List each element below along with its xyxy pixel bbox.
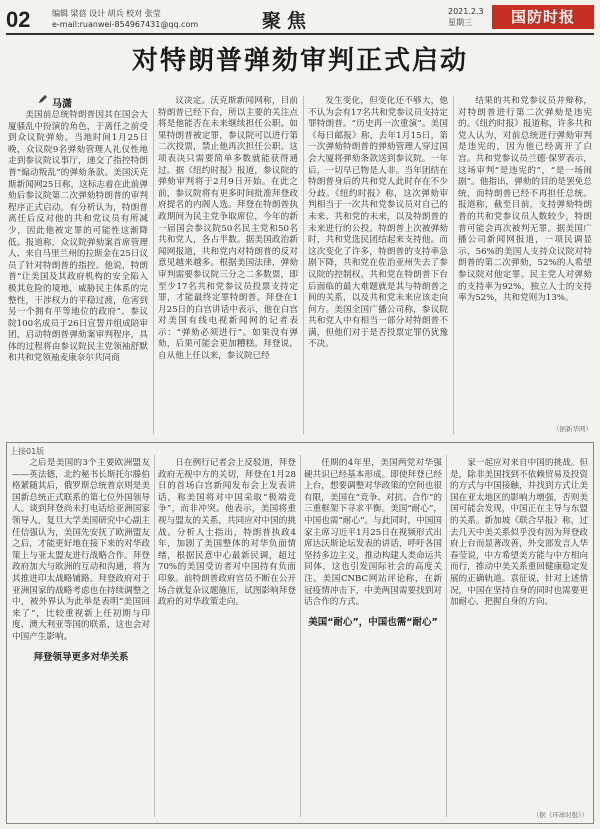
article-text: 议决定。沃克斯新闻网称，目前特朗普已经下台，所以主要的关注点将是他能否在未来继续担任公职。如果特朗普被定罪，参议院可以进行第二次投票，禁止他再次担任公职。这项表决只需要简单多数就能获得通过。据《纽约时报》报道，参议院的弹劾审判将于2月9日开始。在此之前，参议院将有更多时间批准拜登政府提名的内阁人选。拜登在特朗普执政期间为民主党争取席位，今年的新一届国会参议院50名民主党和50名共和党人，各占半数。据美国政治新闻网报道，共和党内对特朗普的反对意见越来越多。根据美国法律，弹劾审判需要参议院三分之二多数票，即至少17名共和党参议员投票支持定罪，才能最终定罪特朗普。拜登在1月25日的白宫讲话中表示，他在白宫对美国有线电视新闻网的记者表示：“弹劾必须进行”。如果没有弹劾，后果可能会更加糟糕。拜登说，自从他上任以来，参议院已经: [158, 96, 298, 362]
subheading: 美国“耐心”，中国也需“耐心”: [308, 616, 438, 628]
column-divider: [154, 455, 155, 817]
author-byline: 马潇: [52, 99, 72, 110]
pen-icon: [38, 94, 48, 104]
article-text: 任期的4年里，美国两党对华强硬共识已经基本形成。即使拜登已经上台，想要调整对华政策的空间也很有限，美国在“竞争、对抗、合作”的三重框架下寻求平衡。美国“耐心”，中国也需“耐心”。与此同时，中国国家主席习近平1月25日在视频形式出席达沃斯论坛发表的讲话，呼吁各国坚持多边主义，推动构建人类命运共同体，这也引发国际社会的高度关注。美国CNBC网站评论称，在新冠疫情冲击下，中美两国需要找到对话合作的方式。: [304, 458, 442, 608]
editor-line: 编辑 梁蓓 设计 胡兵 校对 张莹: [52, 9, 161, 18]
article-text: 之后是美国的3个主要欧洲盟友——英法德，北约秘书长斯托尔滕伯格紧随其后，俄罗斯总统普京则是美国新总统正式联系的第七位外国领导人。谈到拜登尚未打电话给亚洲国家领导人，复旦大学美国研究中心副主任信强认为，美国先安抚了欧洲盟友之后，才能更好地在接下来的对华政策上与亚太盟友进行战略合作。拜登政府加大与欧洲的互动和沟通，将为其推进印太战略铺路。拜登政府对于亚洲国家的战略考虑也在持续调整之中，被外界认为此举是表明“美国回来了”，比较重视新上任初期与印度、澳大利亚等国的联系，这也会对中国产生影响。: [12, 458, 150, 642]
section-title: 聚焦: [262, 10, 313, 32]
column-divider: [446, 455, 447, 817]
weekday-text: 星期三: [448, 18, 472, 27]
article-column-4: [458, 96, 592, 424]
issue-date: [448, 6, 484, 28]
article-column-1: [8, 110, 148, 435]
bottom-credit: （据《环球时报》）: [532, 811, 588, 819]
editor-info: [52, 8, 198, 30]
article-column-2: [158, 96, 298, 435]
date-text: 2021.2.3: [448, 7, 484, 16]
article-column-3: [308, 96, 448, 435]
column-divider: [453, 96, 454, 434]
continued-tag: 上接01版: [10, 447, 45, 456]
page-number: 02: [6, 7, 31, 32]
column-divider: [153, 108, 154, 434]
continued-column-3: [304, 458, 442, 818]
header-rule: [6, 33, 594, 35]
headline: 对特朗普弹劾审判正式启动: [131, 46, 468, 76]
article-text: 家一起应对来自中国的挑战。但是，除非美国找到不依赖贸易及投资的方式与中国接触，并找到方式让美国在亚太地区的影响力增强，否则美国可能会发现，中国正在主导与东盟的关系。新加坡《联合早报》称，过去几天中美关系似乎没有因为拜登政府上台而显著改善，外交部发言人华春莹说，中方希望美方能与中方相向而行，推动中美关系重回健康稳定发展的正确轨道。袁征说，针对上述情况，中国在坚持自身的同时也需要更加耐心，把握自身的方向。: [450, 458, 588, 608]
continued-column-1: [12, 458, 150, 818]
newspaper-logo: 国防时报: [492, 5, 594, 29]
editor-email: e-mail:ruanwei-854967431@qq.com: [52, 20, 199, 29]
column-divider: [300, 455, 301, 817]
top-credit: （据新华网）: [553, 425, 592, 433]
article-text: 日在例行记者会上反驳道，拜登政府无视中方的关切，拜登在1月28日的首场白宫新闻发布会上发表讲话，称美国将对中国采取“极端竞争”，而非冲突。他表示，美国将重视与盟友的关系，共同应对中国的挑战。分析人士指出，特朗普执政4年，加剧了美国整体的对华负面情绪，根据民意中心最新民调，超过70%的美国受访者对中国持有负面印象。前特朗普政府官员不断在公开场合就复杂议题施压，试图影响拜登政府的对华政策走向。: [158, 458, 296, 608]
continued-column-4: [450, 458, 588, 808]
continued-column-2: [158, 458, 296, 818]
article-text: 结果的共和党参议员并辩称，对特朗普进行第二次弹劾是违宪的。《纽约时报》报道称，许多共和党人认为，对前总统进行弹劾审判是违宪的，因为他已经离开了白宫。共和党参议员兰德·保罗表示，这场审判“是违宪的”，“是一场闹剧”。他指出，弹劾的目的是罢免总统，而特朗普已经不再担任总统。报道称，截至目前，支持弹劾特朗普的共和党参议员人数较少，特朗普可能会再次被判无罪。据美国广播公司新闻网报道，一项民调显示，56%的美国人支持众议院对特朗普的第二次弹劾，52%的人希望参议院对他定罪。民主党人对弹劾的支持率为92%，独立人士的支持率为52%，共和党则为13%。: [458, 96, 592, 304]
column-divider: [303, 96, 304, 434]
subheading: 拜登领导更多对华关系: [33, 651, 129, 663]
article-text: 发生变化，但变化还不够大，他不认为会有17名共和党参议员支持定罪特朗普。“历史再一次重演”。美国《每日邮报》称，去年1月15日，第一次弹劾特朗普的弹劾管理人穿过国会大厦将弹劾条款送到参议院。一年后，一切早已物是人非。当年团结在特朗普身后的共和党人此时存在不少分歧。《纽约时报》称，这次弹劾审判相当于一次共和党参议员对自己的未来、共和党的未来，以及特朗普的未来进行的公投。特朗普上次被弹劾时，共和党选民团结起来支持他。而这次变化了许多，特朗普的支持率急剧下降，共和党在佐治亚州失去了参议院的控制权。共和党在特朗普下台后面临的最大难题就是其与特朗普之间的关系，以及共和党未来应该走向何方。美国全国广播公司称，参议院共和党人中有相当一部分对特朗普不满，但他们对于是否投票定罪仍犹豫不决。: [308, 96, 448, 350]
article-text: 美国前总统特朗普因其在国会大厦骚乱中扮演的角色，于离任之前受到众议院弹劾。当地时间1月25日晚，众议院9名弹劾管理人礼仪性地走到参议院议事厅，递交了指控特朗普“煽动叛乱”的弹劾条款。美国沃克斯新闻网25日称，这标志着在此前弹劾后参议院第二次弹劾特朗普的审判程序正式启动。有分析认为，特朗普离任后反对他的共和党议员有所减少，因此他被定罪的可能性这渐降低。报道称，众议院弹劾案首席管理人、来自马里兰州的拉斯金在25日议员了针对特朗普的指控。他说，特朗普“让美国及其政府机构的安全陷入极其危险的境地，威胁民主体系的完整性，干涉权力的平稳过渡，危害到另一个拥有平等地位的政府”。参议院100名成员于26日宣誓并组成陪审团，启动特朗普弹劾案审判程序，具体的过程将由参议院民主党领袖舒默和共和党领袖麦康奈尔共同商: [8, 110, 148, 364]
